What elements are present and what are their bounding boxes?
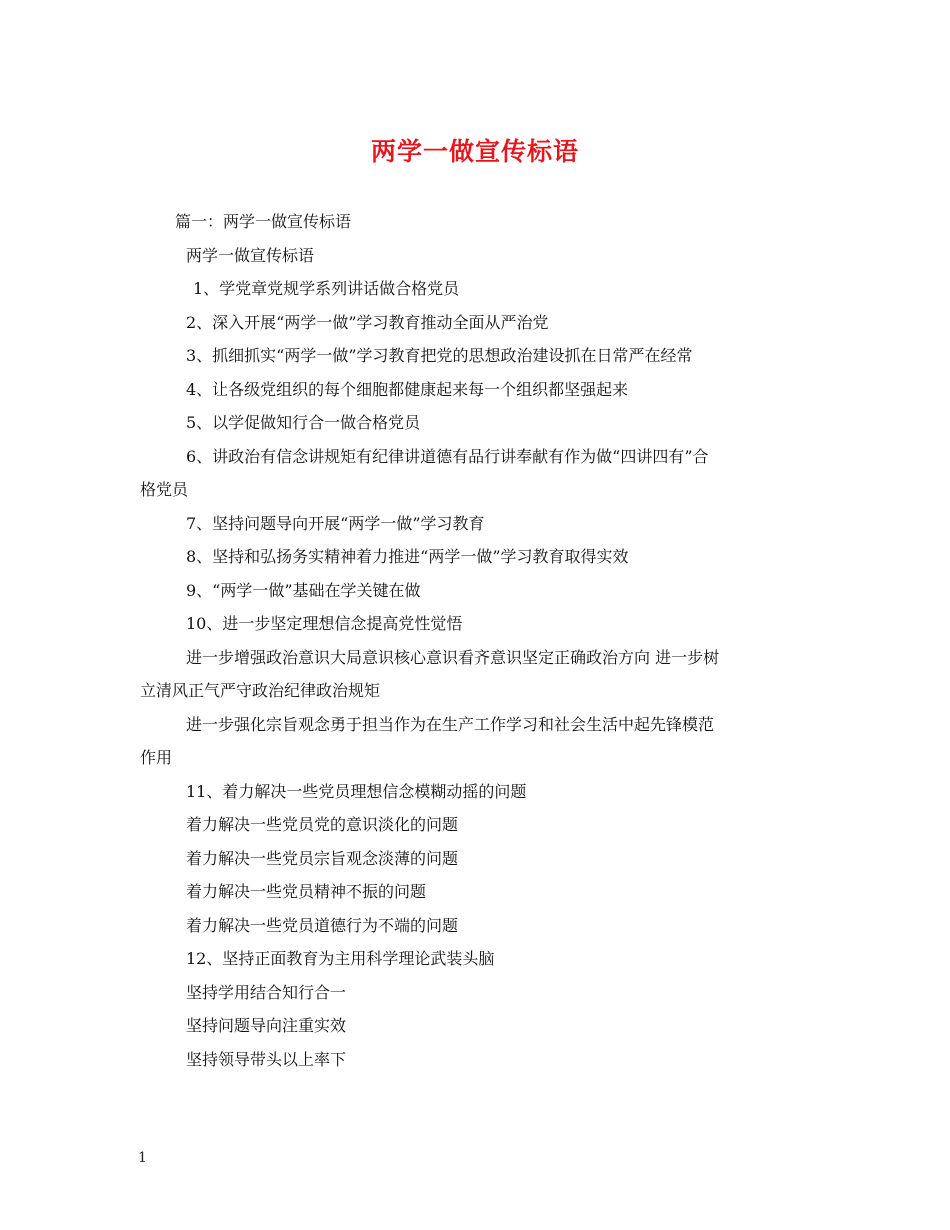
slogan-line: 3、抓细抓实“两学一做”学习教育把党的思想政治建设抓在日常严在经常 (186, 346, 693, 365)
slogan-line-continued: 格党员 (140, 480, 189, 499)
page-number: 1 (138, 1150, 147, 1166)
slogan-line: 9、“两学一做”基础在学关键在做 (186, 580, 421, 600)
subheading: 两学一做宣传标语 (186, 245, 315, 265)
slogan-line: 着力解决一些党员宗旨观念淡薄的问题 (186, 848, 459, 868)
slogan-line: 7、坚持问题导向开展“两学一做”学习教育 (186, 513, 485, 533)
document-title: 两学一做宣传标语 (370, 137, 579, 166)
slogan-line: 坚持问题导向注重实效 (186, 1016, 347, 1035)
slogan-line: 着力解决一些党员党的意识淡化的问题 (186, 815, 459, 834)
slogan-line: 10、进一步坚定理想信念提高党性觉悟 (186, 614, 463, 633)
slogan-line: 进一步强化宗旨观念勇于担当作为在生产工作学习和社会生活中起先锋模范 (186, 714, 715, 734)
slogan-line: 着力解决一些党员道德行为不端的问题 (186, 915, 459, 935)
slogan-line: 坚持学用结合知行合一 (186, 982, 347, 1002)
section-heading: 篇一：两学一做宣传标语 (175, 212, 352, 231)
slogan-line-continued: 作用 (140, 748, 173, 767)
slogan-line: 1、学党章党规学系列讲话做合格党员 (193, 279, 460, 298)
slogan-line: 11、着力解决一些党员理想信念模糊动摇的问题 (186, 781, 527, 801)
slogan-line: 着力解决一些党员精神不振的问题 (186, 882, 427, 901)
slogan-line: 8、坚持和弘扬务实精神着力推进“两学一做”学习教育取得实效 (186, 547, 629, 566)
slogan-line: 6、讲政治有信念讲规矩有纪律讲道德有品行讲奉献有作为做“四讲四有”合 (186, 446, 709, 466)
slogan-line: 12、坚持正面教育为主用科学理论武装头脑 (186, 949, 495, 968)
slogan-line: 5、以学促做知行合一做合格党员 (186, 413, 421, 432)
slogan-line: 进一步增强政治意识大局意识核心意识看齐意识坚定正确政治方向 进一步树 (186, 647, 720, 667)
document-body (140, 205, 815, 1076)
slogan-line: 2、深入开展“两学一做”学习教育推动全面从严治党 (186, 312, 549, 332)
slogan-line: 4、让各级党组织的每个细胞都健康起来每一个组织都坚强起来 (186, 379, 629, 399)
slogan-line: 坚持领导带头以上率下 (186, 1049, 347, 1069)
slogan-line-continued: 立清风正气严守政治纪律政治规矩 (140, 681, 381, 700)
